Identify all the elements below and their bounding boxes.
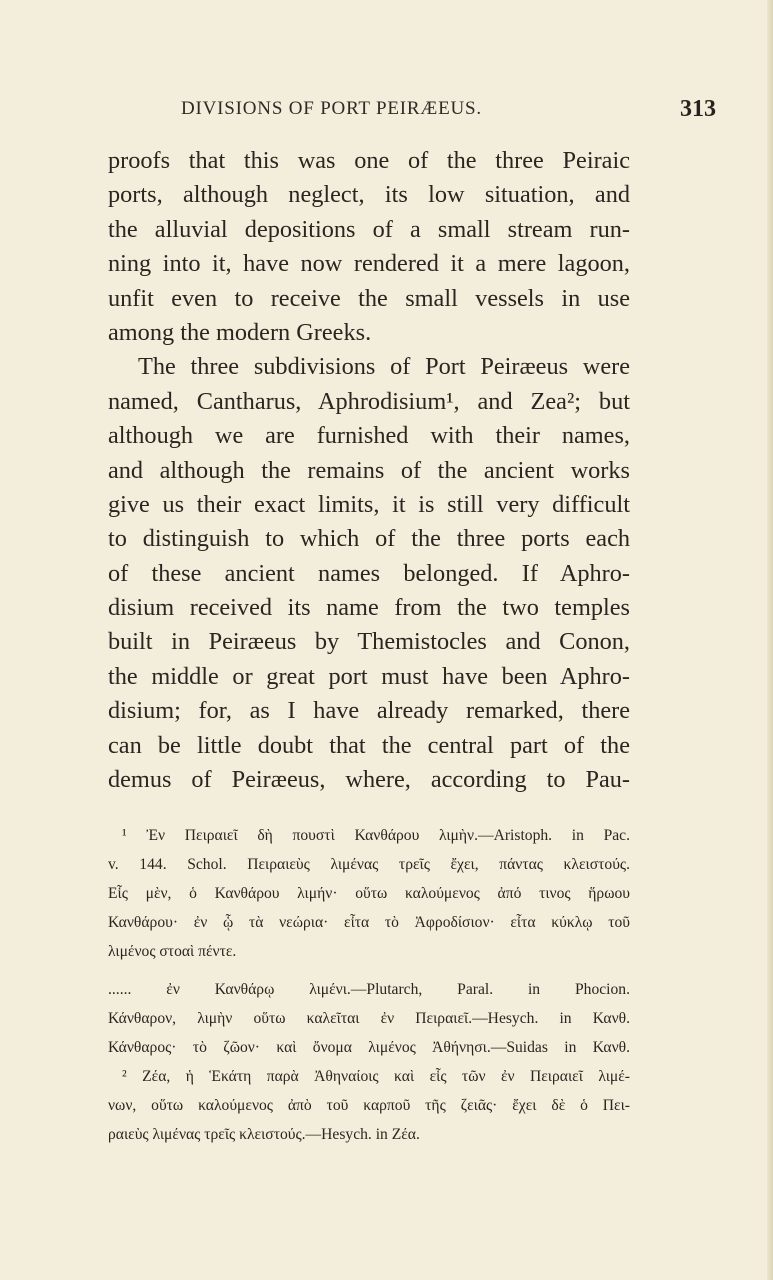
body-line: of these ancient names belonged. If Aphro- [108, 559, 630, 587]
body-line: to distinguish to which of the three ports each [108, 525, 630, 553]
body-line: demus of Peiræeus, where, according to Pau- [108, 766, 630, 794]
footnote-line: λιμένος στοαὶ πέντε. [108, 943, 237, 960]
footnote-line: ...... ἐν Κανθάρῳ λιμένι.—Plutarch, Paral. in Phocion. [108, 981, 630, 998]
footnote-line: Εἷς μὲν, ὁ Κανθάρου λιμήν· οὕτω καλούμενος ἀπό τινος ἥρωου [108, 885, 630, 902]
body-line: unfit even to receive the small vessels in use [108, 284, 630, 312]
footnote-line: ² Ζέα, ἡ Ἑκάτη παρὰ Ἀθηναίοις καὶ εἷς τῶν ἐν Πειραιεῖ λιμέ- [122, 1068, 630, 1085]
body-line: ports, although neglect, its low situation, and [108, 181, 630, 209]
body-line: the alluvial depositions of a small stream run- [108, 215, 630, 243]
footnote-line: Κάνθαρος· τὸ ζῶον· καὶ ὄνομα λιμένος Ἀθήνησι.—Suidas in Κανθ. [108, 1039, 630, 1056]
page-number: 313 [680, 96, 716, 122]
footnote-line: ραιεὺς λιμένας τρεῖς κλειστούς.—Hesych. in Ζέα. [108, 1126, 420, 1143]
body-line: ning into it, have now rendered it a mere lagoon, [108, 250, 630, 278]
running-title: DIVISIONS OF PORT PEIRÆEUS. [181, 98, 482, 119]
body-line: disium; for, as I have already remarked, there [108, 697, 630, 725]
body-line: and although the remains of the ancient works [108, 456, 630, 484]
page-edge [767, 0, 773, 1280]
body-line: the middle or great port must have been Aphro- [108, 662, 630, 690]
body-text [108, 144, 630, 797]
body-line: named, Cantharus, Aphrodisium¹, and Zea²; but [108, 387, 630, 415]
body-line: give us their exact limits, it is still very difficult [108, 490, 630, 518]
body-line: proofs that this was one of the three Peiraic [108, 147, 630, 174]
page-header [0, 98, 773, 130]
footnote-line: Κανθάρου· ἐν ᾧ τὰ νεώρια· εἶτα τὸ Ἀφροδίσιον· εἶτα κύκλῳ τοῦ [108, 914, 630, 931]
footnote-line: Κάνθαρον, λιμὴν οὕτω καλεῖται ἐν Πειραιεῖ.—Hesych. in Κανθ. [108, 1010, 630, 1027]
footnotes [108, 821, 630, 1149]
body-line: although we are furnished with their names, [108, 422, 630, 450]
body-line: can be little doubt that the central part of the [108, 731, 630, 759]
body-line: among the modern Greeks. [108, 318, 372, 346]
footnote-line: ¹ Ἐν Πειραιεῖ δὴ πουστὶ Κανθάρου λιμὴν.—Aristoph. in Pac. [122, 827, 630, 844]
body-line: The three subdivisions of Port Peiræeus were [138, 353, 630, 381]
footnote-gap [108, 966, 630, 975]
footnote-line: v. 144. Schol. Πειραιεὺς λιμένας τρεῖς ἔχει, πάντας κλειστούς. [108, 856, 630, 873]
body-line: built in Peiræeus by Themistocles and Conon, [108, 628, 630, 656]
footnote-line: νων, οὕτω καλούμενος ἀπὸ τοῦ καρποῦ τῆς ζειᾶς· ἔχει δὲ ὁ Πει- [108, 1097, 630, 1114]
body-line: disium received its name from the two temples [108, 594, 630, 622]
